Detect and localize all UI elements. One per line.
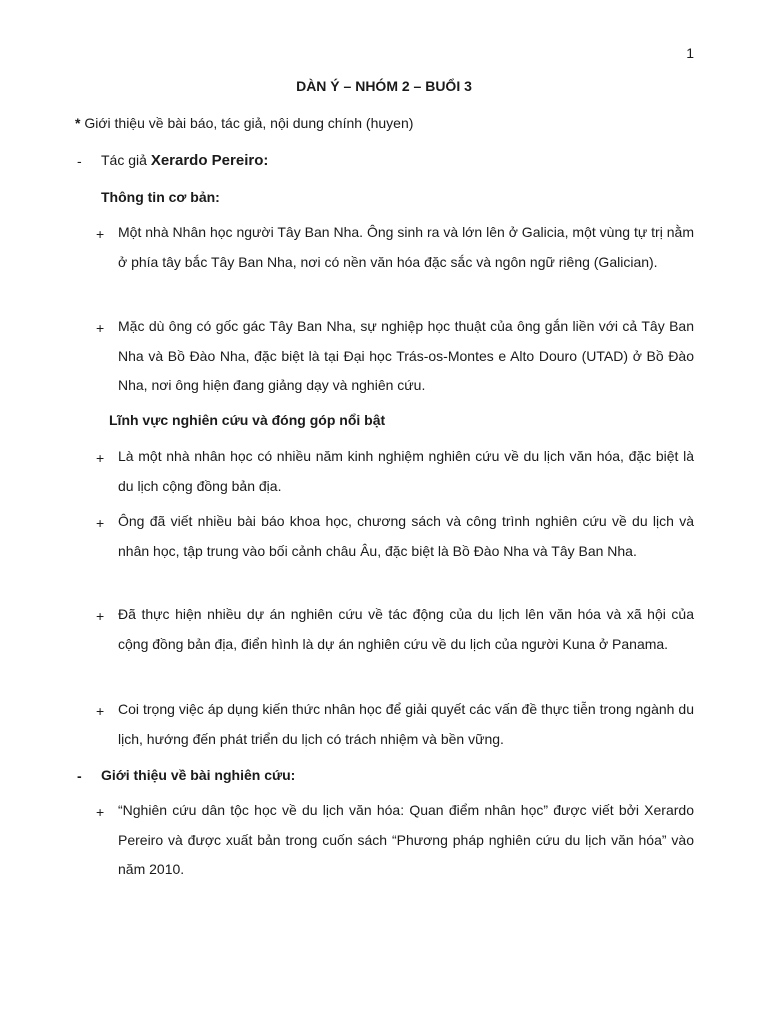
intro-line bbox=[75, 115, 413, 131]
list-item: Coi trọng việc áp dụng kiến thức nhân học để giải quyết các vấn đề thực tiễn trong ngành du lịch, hướng đến phát triển du lịch có trách nhiệm và bền vững. bbox=[118, 701, 694, 747]
author-name: Xerardo Pereiro: bbox=[150, 152, 269, 169]
intro-star: * bbox=[75, 115, 81, 131]
document-title: DÀN Ý – NHÓM 2 – BUỔI 3 bbox=[296, 78, 472, 94]
author-prefix: Tác giả bbox=[101, 152, 147, 168]
list-bullet: + bbox=[96, 608, 105, 624]
list-item: “Nghiên cứu dân tộc học về du lịch văn hóa: Quan điểm nhân học” được viết bởi Xerardo Pereiro và được xuất bản trong cuốn sách “Phương pháp nghiên cứu du lịch văn hóa” vào năm 2010. bbox=[118, 802, 694, 877]
list-item: Ông đã viết nhiều bài báo khoa học, chương sách và công trình nghiên cứu về du lịch và nhân học, tập trung vào bối cảnh châu Âu, đặc biệt là Bồ Đào Nha và Tây Ban Nha. bbox=[118, 513, 694, 559]
study-heading: Giới thiệu về bài nghiên cứu: bbox=[101, 767, 296, 783]
list-item: Mặc dù ông có gốc gác Tây Ban Nha, sự nghiệp học thuật của ông gắn liền với cả Tây Ban Nha và Bồ Đào Nha, đặc biệt là tại Đại học Trás-os-Montes e Alto Douro (UTAD) ở Bồ Đào Nha, nơi ông hiện đang giảng dạy và nghiên cứu. bbox=[118, 318, 694, 393]
author-dash: - bbox=[77, 153, 82, 169]
list-item: Đã thực hiện nhiều dự án nghiên cứu về tác động của du lịch lên văn hóa và xã hội của cộng đồng bản địa, điển hình là dự án nghiên cứu về du lịch của người Kuna ở Panama. bbox=[118, 606, 694, 652]
list-item: Là một nhà nhân học có nhiều năm kinh nghiệm nghiên cứu về du lịch văn hóa, đặc biệt là du lịch cộng đồng bản địa. bbox=[118, 448, 694, 494]
research-heading: Lĩnh vực nghiên cứu và đóng góp nổi bật bbox=[109, 412, 386, 428]
list-item: Một nhà Nhân học người Tây Ban Nha. Ông sinh ra và lớn lên ở Galicia, một vùng tự trị nằm ở phía tây bắc Tây Ban Nha, nơi có nền văn hóa đặc sắc và ngôn ngữ riêng (Galician). bbox=[118, 224, 694, 270]
basic-info-heading: Thông tin cơ bản: bbox=[101, 189, 220, 205]
list-bullet: + bbox=[96, 320, 105, 336]
list-bullet: + bbox=[96, 515, 105, 531]
author-line bbox=[101, 152, 268, 169]
list-bullet: + bbox=[96, 703, 105, 719]
intro-text: Giới thiệu về bài báo, tác giả, nội dung chính (huyen) bbox=[84, 115, 414, 131]
page-number: 1 bbox=[686, 45, 694, 61]
list-bullet: + bbox=[96, 226, 105, 242]
study-dash: - bbox=[77, 768, 82, 784]
list-bullet: + bbox=[96, 450, 105, 466]
list-bullet: + bbox=[96, 804, 105, 820]
